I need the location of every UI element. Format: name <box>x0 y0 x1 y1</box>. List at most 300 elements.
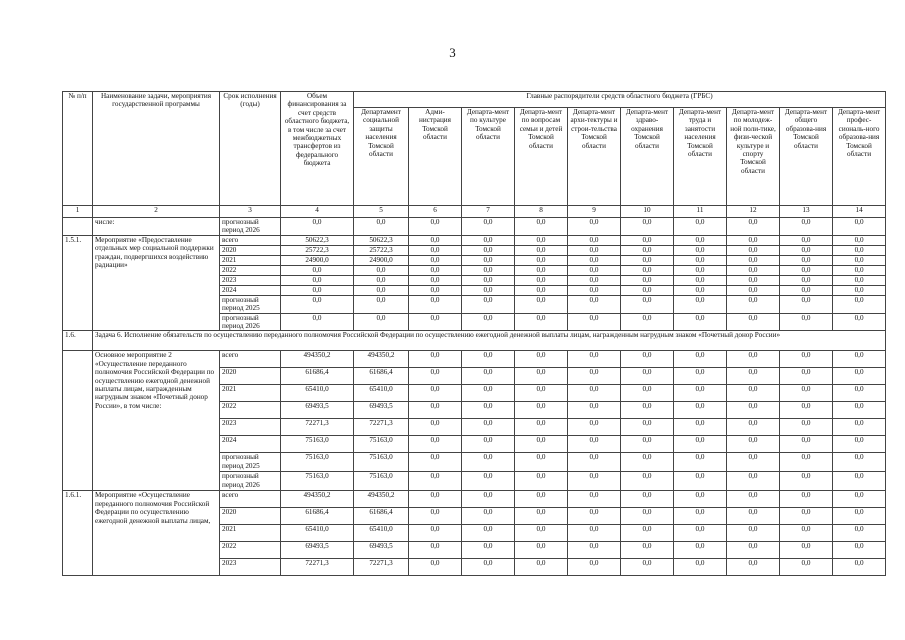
header-name: Наименование задачи, мероприятия государственной программы <box>93 92 220 206</box>
header-grbs-8: Департа-мент по молодеж-ной поли-тике, физи-ческой культуре и спорту Томской области <box>727 108 780 206</box>
value-cell: 0,0 <box>780 351 833 368</box>
value-cell: 0,0 <box>727 419 780 436</box>
value-cell: 0,0 <box>780 245 833 255</box>
value-cell: 0,0 <box>462 218 515 236</box>
header-number: № п/п <box>63 92 93 206</box>
value-cell: 65410,0 <box>281 525 354 542</box>
value-cell: 75163,0 <box>354 472 409 491</box>
value-cell: 0,0 <box>727 472 780 491</box>
value-cell: 24900,0 <box>281 255 354 265</box>
value-cell: 0,0 <box>621 295 674 313</box>
column-number: 9 <box>568 206 621 218</box>
value-cell: 75163,0 <box>281 472 354 491</box>
value-cell: 0,0 <box>833 525 886 542</box>
value-cell: 0,0 <box>515 255 568 265</box>
value-cell: 75163,0 <box>354 453 409 472</box>
value-cell: 0,0 <box>568 218 621 236</box>
value-cell: 0,0 <box>409 255 462 265</box>
value-cell: 0,0 <box>462 368 515 385</box>
value-cell: 61686,4 <box>281 368 354 385</box>
value-cell: 0,0 <box>568 275 621 285</box>
column-number: 11 <box>674 206 727 218</box>
value-cell: 0,0 <box>780 235 833 245</box>
period-cell: 2022 <box>220 542 281 559</box>
value-cell: 0,0 <box>727 218 780 236</box>
value-cell: 0,0 <box>409 295 462 313</box>
value-cell: 0,0 <box>727 508 780 525</box>
value-cell: 0,0 <box>833 275 886 285</box>
value-cell: 0,0 <box>780 436 833 453</box>
value-cell: 0,0 <box>409 559 462 576</box>
value-cell: 0,0 <box>780 265 833 275</box>
value-cell: 0,0 <box>354 295 409 313</box>
period-cell: прогнозный период 2026 <box>220 472 281 491</box>
value-cell: 0,0 <box>833 245 886 255</box>
value-cell: 0,0 <box>409 235 462 245</box>
value-cell: 0,0 <box>780 313 833 331</box>
value-cell: 0,0 <box>354 218 409 236</box>
value-cell: 0,0 <box>281 295 354 313</box>
value-cell: 0,0 <box>674 255 727 265</box>
value-cell: 0,0 <box>568 235 621 245</box>
value-cell: 0,0 <box>515 402 568 419</box>
value-cell: 0,0 <box>515 368 568 385</box>
value-cell: 0,0 <box>621 265 674 275</box>
header-grbs-10: Департа-мент профес-сиональ-ного образова-ния Томской области <box>833 108 886 206</box>
period-cell: 2023 <box>220 559 281 576</box>
column-number: 8 <box>515 206 568 218</box>
value-cell: 0,0 <box>674 265 727 275</box>
value-cell: 0,0 <box>462 255 515 265</box>
column-number: 1 <box>63 206 93 218</box>
value-cell: 0,0 <box>780 368 833 385</box>
value-cell: 0,0 <box>462 508 515 525</box>
value-cell: 0,0 <box>727 275 780 285</box>
value-cell: 0,0 <box>621 351 674 368</box>
value-cell: 0,0 <box>515 265 568 275</box>
row-label: Основное мероприятие 2 «Осуществление переданного полномочия Российской Федерации по осуществлению ежегодной денежной выплаты лицам, награжденным нагрудным знаком «Почетный донор России», в том числе: <box>93 351 220 491</box>
value-cell: 0,0 <box>409 351 462 368</box>
value-cell: 0,0 <box>833 491 886 508</box>
period-cell: 2023 <box>220 419 281 436</box>
value-cell: 0,0 <box>674 368 727 385</box>
value-cell: 0,0 <box>409 385 462 402</box>
value-cell: 0,0 <box>515 313 568 331</box>
value-cell: 0,0 <box>674 525 727 542</box>
value-cell: 0,0 <box>727 385 780 402</box>
value-cell: 0,0 <box>515 491 568 508</box>
value-cell: 25722,3 <box>281 245 354 255</box>
value-cell: 0,0 <box>621 508 674 525</box>
value-cell: 65410,0 <box>281 385 354 402</box>
value-cell: 0,0 <box>727 235 780 245</box>
value-cell: 0,0 <box>674 275 727 285</box>
period-cell: 2022 <box>220 265 281 275</box>
value-cell: 0,0 <box>462 525 515 542</box>
value-cell: 0,0 <box>780 472 833 491</box>
value-cell: 0,0 <box>674 472 727 491</box>
value-cell: 61686,4 <box>281 508 354 525</box>
value-cell: 0,0 <box>727 313 780 331</box>
period-cell: прогнозный период 2025 <box>220 453 281 472</box>
value-cell: 0,0 <box>515 508 568 525</box>
column-number: 5 <box>354 206 409 218</box>
header-grbs-5: Департа-мент архи-тектуры и строи-тельства Томской области <box>568 108 621 206</box>
value-cell: 0,0 <box>462 351 515 368</box>
value-cell: 0,0 <box>674 218 727 236</box>
value-cell: 0,0 <box>621 491 674 508</box>
value-cell: 0,0 <box>674 402 727 419</box>
value-cell: 0,0 <box>462 472 515 491</box>
column-number: 7 <box>462 206 515 218</box>
value-cell: 0,0 <box>621 218 674 236</box>
value-cell: 50622,3 <box>354 235 409 245</box>
value-cell: 0,0 <box>515 453 568 472</box>
value-cell: 494350,2 <box>281 351 354 368</box>
value-cell: 0,0 <box>833 385 886 402</box>
value-cell: 0,0 <box>568 368 621 385</box>
value-cell: 0,0 <box>674 235 727 245</box>
header-grbs-7: Департа-мент труда и занятости населения Томской области <box>674 108 727 206</box>
header-grbs-2: Адми-нистрация Томской области <box>409 108 462 206</box>
value-cell: 0,0 <box>462 275 515 285</box>
value-cell: 69493,5 <box>281 542 354 559</box>
value-cell: 0,0 <box>462 402 515 419</box>
value-cell: 0,0 <box>462 542 515 559</box>
value-cell: 0,0 <box>621 313 674 331</box>
value-cell: 0,0 <box>568 472 621 491</box>
value-cell: 72271,3 <box>354 419 409 436</box>
value-cell: 0,0 <box>568 402 621 419</box>
value-cell: 0,0 <box>833 351 886 368</box>
value-cell: 0,0 <box>462 285 515 295</box>
value-cell: 72271,3 <box>281 559 354 576</box>
value-cell: 0,0 <box>409 218 462 236</box>
value-cell: 0,0 <box>354 313 409 331</box>
value-cell: 0,0 <box>621 368 674 385</box>
value-cell: 0,0 <box>515 419 568 436</box>
table-row <box>63 351 886 368</box>
value-cell: 0,0 <box>780 285 833 295</box>
value-cell: 0,0 <box>568 542 621 559</box>
value-cell: 0,0 <box>833 255 886 265</box>
value-cell: 69493,5 <box>354 542 409 559</box>
value-cell: 0,0 <box>281 275 354 285</box>
value-cell: 0,0 <box>409 368 462 385</box>
value-cell: 0,0 <box>515 542 568 559</box>
value-cell: 0,0 <box>515 285 568 295</box>
value-cell: 0,0 <box>409 525 462 542</box>
value-cell: 0,0 <box>621 472 674 491</box>
value-cell: 25722,3 <box>354 245 409 255</box>
value-cell: 0,0 <box>621 525 674 542</box>
period-cell: всего <box>220 235 281 245</box>
value-cell: 0,0 <box>780 491 833 508</box>
value-cell: 0,0 <box>409 542 462 559</box>
period-cell: всего <box>220 491 281 508</box>
value-cell: 0,0 <box>568 453 621 472</box>
value-cell: 0,0 <box>833 313 886 331</box>
table-row <box>63 491 886 508</box>
value-cell: 494350,2 <box>354 491 409 508</box>
value-cell: 0,0 <box>515 472 568 491</box>
value-cell: 0,0 <box>780 559 833 576</box>
value-cell: 69493,5 <box>354 402 409 419</box>
value-cell: 0,0 <box>409 313 462 331</box>
task-row <box>63 331 886 351</box>
period-cell: 2021 <box>220 525 281 542</box>
value-cell: 65410,0 <box>354 385 409 402</box>
value-cell: 0,0 <box>674 385 727 402</box>
value-cell: 0,0 <box>833 235 886 245</box>
value-cell: 0,0 <box>568 285 621 295</box>
value-cell: 0,0 <box>833 436 886 453</box>
value-cell: 0,0 <box>780 255 833 265</box>
value-cell: 0,0 <box>621 402 674 419</box>
header-grbs-group: Главные распорядители средств областного бюджета (ГРБС) <box>354 92 886 108</box>
value-cell: 0,0 <box>462 245 515 255</box>
value-cell: 0,0 <box>462 385 515 402</box>
value-cell: 0,0 <box>281 218 354 236</box>
value-cell: 0,0 <box>462 295 515 313</box>
value-cell: 0,0 <box>833 542 886 559</box>
value-cell: 0,0 <box>568 255 621 265</box>
value-cell: 0,0 <box>621 419 674 436</box>
header-period: Срок исполнения (годы) <box>220 92 281 206</box>
value-cell: 0,0 <box>568 351 621 368</box>
value-cell: 0,0 <box>727 525 780 542</box>
value-cell: 0,0 <box>409 275 462 285</box>
value-cell: 0,0 <box>674 436 727 453</box>
budget-table <box>62 91 886 576</box>
value-cell: 0,0 <box>780 453 833 472</box>
column-number: 12 <box>727 206 780 218</box>
value-cell: 0,0 <box>621 255 674 265</box>
value-cell: 0,0 <box>462 419 515 436</box>
value-cell: 0,0 <box>674 351 727 368</box>
task-text: Задача 6. Исполнение обязательств по осуществлению переданного полномочия Российской Федерации по осуществлению ежегодной денежной выплаты лицам, награжденным нагрудным знаком «Почетный донор России» <box>93 331 886 351</box>
value-cell: 0,0 <box>621 285 674 295</box>
value-cell: 0,0 <box>515 436 568 453</box>
period-cell: прогнозный период 2026 <box>220 313 281 331</box>
value-cell: 0,0 <box>462 453 515 472</box>
value-cell: 0,0 <box>621 275 674 285</box>
value-cell: 0,0 <box>674 453 727 472</box>
value-cell: 0,0 <box>568 559 621 576</box>
value-cell: 0,0 <box>621 559 674 576</box>
value-cell: 494350,2 <box>354 351 409 368</box>
period-cell: 2020 <box>220 368 281 385</box>
value-cell: 0,0 <box>409 402 462 419</box>
value-cell: 0,0 <box>833 419 886 436</box>
row-label: числе: <box>93 218 220 236</box>
value-cell: 0,0 <box>727 402 780 419</box>
value-cell: 0,0 <box>568 508 621 525</box>
page-number: 3 <box>449 45 456 60</box>
row-label: Мероприятие «Предоставление отдельных мер социальной поддержки граждан, подвергшихся воздействию радиации» <box>93 235 220 331</box>
column-number: 13 <box>780 206 833 218</box>
value-cell: 50622,3 <box>281 235 354 245</box>
value-cell: 0,0 <box>727 255 780 265</box>
value-cell: 75163,0 <box>281 453 354 472</box>
value-cell: 0,0 <box>833 368 886 385</box>
value-cell: 0,0 <box>727 559 780 576</box>
value-cell: 0,0 <box>833 559 886 576</box>
header-grbs-9: Департа-мент общего образова-ния Томской области <box>780 108 833 206</box>
value-cell: 0,0 <box>462 313 515 331</box>
value-cell: 0,0 <box>780 419 833 436</box>
value-cell: 0,0 <box>780 525 833 542</box>
value-cell: 0,0 <box>409 472 462 491</box>
value-cell: 0,0 <box>674 295 727 313</box>
period-cell: прогнозный период 2025 <box>220 295 281 313</box>
value-cell: 0,0 <box>409 491 462 508</box>
value-cell: 61686,4 <box>354 508 409 525</box>
value-cell: 0,0 <box>281 313 354 331</box>
value-cell: 0,0 <box>515 218 568 236</box>
value-cell: 0,0 <box>727 453 780 472</box>
value-cell: 0,0 <box>409 285 462 295</box>
header-funding: Объем финансирования за счет средств областного бюджета, в том числе за счет межбюджетных трансфертов из федерального бюджета <box>281 92 354 206</box>
value-cell: 0,0 <box>674 419 727 436</box>
value-cell: 0,0 <box>780 295 833 313</box>
value-cell: 0,0 <box>409 265 462 275</box>
value-cell: 0,0 <box>674 313 727 331</box>
value-cell: 0,0 <box>621 436 674 453</box>
header-grbs-3: Департа-мент по культуре Томской области <box>462 108 515 206</box>
value-cell: 0,0 <box>568 436 621 453</box>
value-cell: 0,0 <box>515 559 568 576</box>
value-cell: 0,0 <box>515 235 568 245</box>
value-cell: 0,0 <box>727 265 780 275</box>
value-cell: 0,0 <box>674 285 727 295</box>
value-cell: 0,0 <box>674 508 727 525</box>
value-cell: 72271,3 <box>281 419 354 436</box>
period-cell: 2023 <box>220 275 281 285</box>
value-cell: 72271,3 <box>354 559 409 576</box>
value-cell: 0,0 <box>727 368 780 385</box>
value-cell: 0,0 <box>354 265 409 275</box>
row-code: 1.5.1. <box>63 235 93 331</box>
value-cell: 0,0 <box>409 436 462 453</box>
value-cell: 0,0 <box>674 542 727 559</box>
value-cell: 0,0 <box>409 419 462 436</box>
value-cell: 61686,4 <box>354 368 409 385</box>
value-cell: 0,0 <box>833 218 886 236</box>
header-grbs-6: Департа-мент здраво-охранения Томской области <box>621 108 674 206</box>
value-cell: 0,0 <box>409 245 462 255</box>
value-cell: 0,0 <box>462 491 515 508</box>
value-cell: 75163,0 <box>281 436 354 453</box>
value-cell: 0,0 <box>833 295 886 313</box>
value-cell: 0,0 <box>780 218 833 236</box>
value-cell: 0,0 <box>833 265 886 275</box>
value-cell: 0,0 <box>833 453 886 472</box>
value-cell: 0,0 <box>568 265 621 275</box>
value-cell: 0,0 <box>780 542 833 559</box>
column-number: 14 <box>833 206 886 218</box>
value-cell: 0,0 <box>727 351 780 368</box>
value-cell: 69493,5 <box>281 402 354 419</box>
value-cell: 0,0 <box>568 491 621 508</box>
value-cell: 0,0 <box>621 453 674 472</box>
value-cell: 0,0 <box>568 313 621 331</box>
value-cell: 0,0 <box>780 402 833 419</box>
value-cell: 0,0 <box>568 419 621 436</box>
task-code: 1.6. <box>63 331 93 351</box>
value-cell: 0,0 <box>409 453 462 472</box>
table-row <box>63 235 886 245</box>
column-number: 4 <box>281 206 354 218</box>
value-cell: 0,0 <box>621 245 674 255</box>
value-cell: 0,0 <box>674 559 727 576</box>
value-cell: 0,0 <box>621 385 674 402</box>
value-cell: 0,0 <box>674 245 727 255</box>
value-cell: 0,0 <box>621 235 674 245</box>
period-cell: 2020 <box>220 245 281 255</box>
value-cell: 75163,0 <box>354 436 409 453</box>
period-cell: 2022 <box>220 402 281 419</box>
value-cell: 0,0 <box>462 265 515 275</box>
period-cell: 2021 <box>220 385 281 402</box>
column-number: 2 <box>93 206 220 218</box>
column-number: 10 <box>621 206 674 218</box>
table-row <box>63 218 886 236</box>
period-cell: 2024 <box>220 285 281 295</box>
value-cell: 494350,2 <box>281 491 354 508</box>
value-cell: 0,0 <box>727 245 780 255</box>
value-cell: 0,0 <box>515 385 568 402</box>
header-grbs-1: Департамент социальной защиты населения Томской области <box>354 108 409 206</box>
value-cell: 0,0 <box>727 436 780 453</box>
value-cell: 24900,0 <box>354 255 409 265</box>
value-cell: 0,0 <box>727 542 780 559</box>
value-cell: 0,0 <box>462 436 515 453</box>
period-cell: 2021 <box>220 255 281 265</box>
value-cell: 0,0 <box>780 508 833 525</box>
column-number: 6 <box>409 206 462 218</box>
period-cell: 2020 <box>220 508 281 525</box>
value-cell: 0,0 <box>281 265 354 275</box>
value-cell: 0,0 <box>515 275 568 285</box>
value-cell: 0,0 <box>354 275 409 285</box>
value-cell: 0,0 <box>727 285 780 295</box>
row-code <box>63 351 93 491</box>
row-code: 1.6.1. <box>63 491 93 576</box>
value-cell: 0,0 <box>568 245 621 255</box>
value-cell: 65410,0 <box>354 525 409 542</box>
value-cell: 0,0 <box>833 285 886 295</box>
period-cell: прогнозный период 2026 <box>220 218 281 236</box>
period-cell: всего <box>220 351 281 368</box>
value-cell: 0,0 <box>833 402 886 419</box>
value-cell: 0,0 <box>281 285 354 295</box>
value-cell: 0,0 <box>674 491 727 508</box>
value-cell: 0,0 <box>780 385 833 402</box>
row-label: Мероприятие «Осуществление переданного полномочия Российской Федерации по осуществлению ежегодной денежной выплаты лицам, <box>93 491 220 576</box>
value-cell: 0,0 <box>568 295 621 313</box>
row-code <box>63 218 93 236</box>
value-cell: 0,0 <box>515 525 568 542</box>
value-cell: 0,0 <box>833 508 886 525</box>
value-cell: 0,0 <box>515 295 568 313</box>
value-cell: 0,0 <box>462 235 515 245</box>
period-cell: 2024 <box>220 436 281 453</box>
value-cell: 0,0 <box>568 385 621 402</box>
value-cell: 0,0 <box>727 295 780 313</box>
value-cell: 0,0 <box>780 275 833 285</box>
value-cell: 0,0 <box>462 559 515 576</box>
